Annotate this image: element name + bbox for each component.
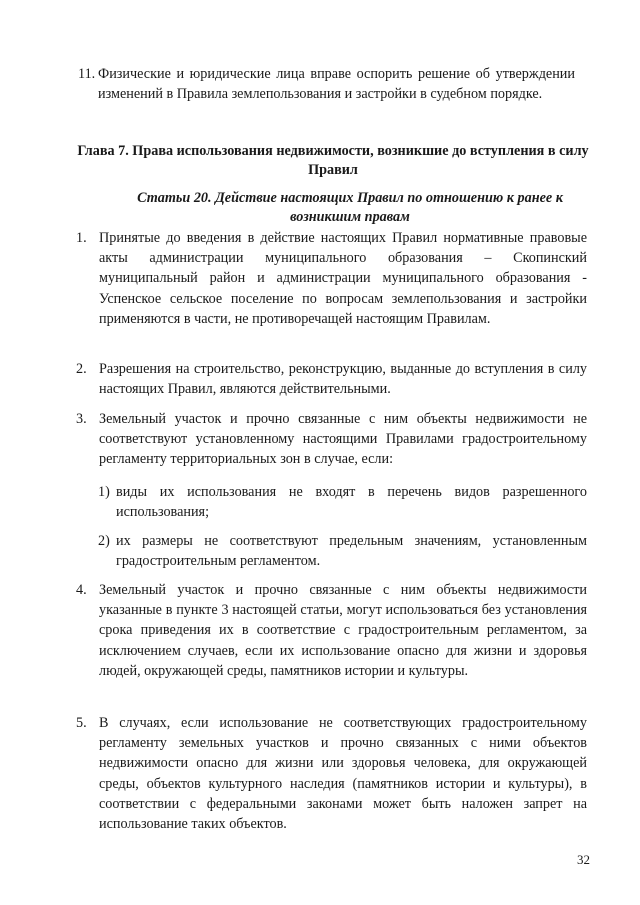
item-11-number: 11. [78,66,96,82]
page-number: 32 [577,852,590,867]
chapter-heading: Глава 7. Права использования недвижимости, возникшие до вступления в силу Правил [77,143,589,178]
subitem-2-number: 2) [98,533,110,549]
item-1-text: Принятые до введения в действие настоящих Правил нормативные правовые акты администрации муниципального образования – Скопинский муниципальный район и администрации муниципального образования - Успенское сельское поселение по вопросам землепользования и застройки применяются в части, не противоречащей настоящим Правилам. [99,230,587,327]
item-5-number: 5. [76,715,87,731]
item-2-text: Разрешения на строительство, реконструкцию, выданные до вступления в силу настоящих Правил, являются действительными. [99,361,587,398]
item-3-number: 3. [76,411,87,427]
item-11-text: Физические и юридические лица вправе оспорить решение об утверждении изменений в Правила землепользования и застройки в судебном порядке. [98,66,575,103]
item-2-number: 2. [76,361,87,377]
item-4-text: Земельный участок и прочно связанные с ним объекты недвижимости указанные в пункте 3 настоящей статьи, могут использоваться без установления срока приведения их в соответствие с градостроительным регламентом, за исключением случаев, если их использование опасно для жизни и здоровья людей, окружающей среды, памятников истории и культуры. [99,582,587,679]
item-5-text: В случаях, если использование не соответствующих градостроительному регламенту земельных участков и прочно связанных с ними объектов недвижимости опасно для жизни или здоровья человека, для окружающей среды, объектов культурного наследия (памятников истории и культуры), в соответствии с федеральными законами может быть наложен запрет на использование таких объектов. [99,715,587,833]
item-1-number: 1. [76,230,87,246]
subitem-2-text: их размеры не соответствуют предельным значениям, установленным градостроительным регламентом. [116,533,587,570]
item-3-text: Земельный участок и прочно связанные с ним объекты недвижимости не соответствуют установленному настоящими Правилами градостроительному регламенту территориальных зон в случае, если: [99,411,587,468]
subitem-1-number: 1) [98,484,110,500]
subitem-1-text: виды их использования не входят в перечень видов разрешенного использования; [116,484,587,521]
item-4-number: 4. [76,582,87,598]
article-heading: Статьи 20. Действие настоящих Правил по отношению к ранее к возникшим правам [137,190,563,225]
